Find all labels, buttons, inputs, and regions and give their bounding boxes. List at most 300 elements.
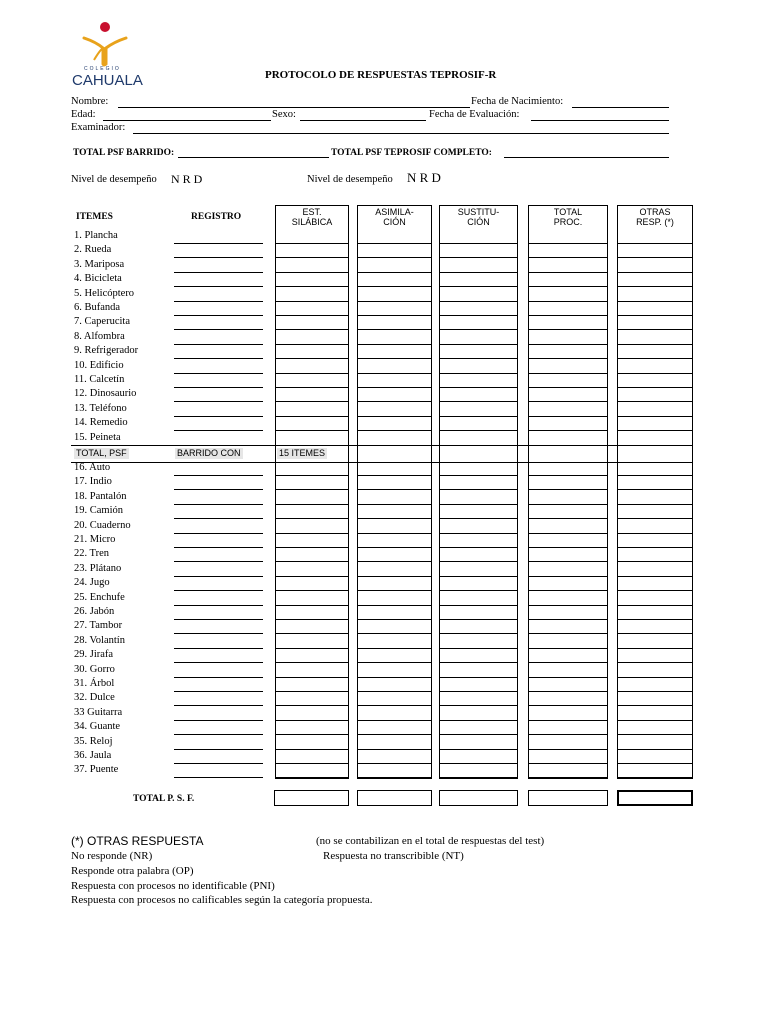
table-cell[interactable] <box>357 286 432 287</box>
item-label: 19. Camión <box>74 505 123 516</box>
table-cell[interactable] <box>528 257 608 258</box>
table-cell[interactable] <box>275 315 349 316</box>
table-cell[interactable] <box>439 504 518 505</box>
table-cell[interactable] <box>439 720 518 721</box>
item-label: 21. Micro <box>74 534 116 545</box>
item-label: 6. Bufanda <box>74 302 121 313</box>
table-cell[interactable] <box>528 358 608 359</box>
total-completo-field[interactable] <box>504 157 669 158</box>
table-cell[interactable] <box>439 489 518 490</box>
table-cell[interactable] <box>617 373 693 374</box>
item-label: 20. Cuaderno <box>74 520 131 531</box>
table-cell[interactable] <box>528 561 608 562</box>
table-cell[interactable] <box>357 329 432 330</box>
table-cell[interactable] <box>617 401 693 402</box>
table-cell[interactable] <box>439 430 518 431</box>
barrido-con: BARRIDO CON <box>177 448 241 458</box>
table-cell[interactable] <box>528 662 608 663</box>
item-label: 30. Gorro <box>74 664 115 675</box>
table-cell[interactable] <box>528 489 608 490</box>
item-label: 14. Remedio <box>74 417 128 428</box>
table-cell[interactable] <box>617 344 693 345</box>
table-cell[interactable] <box>357 533 432 534</box>
table-cell[interactable] <box>528 590 608 591</box>
table-cell[interactable] <box>617 387 693 388</box>
legend-pni: Respuesta con procesos no identificable (PNI) <box>71 880 275 892</box>
table-cell[interactable] <box>357 504 432 505</box>
total-completo-label: TOTAL PSF TEPROSIF COMPLETO: <box>331 148 492 158</box>
registro-field[interactable] <box>174 243 263 244</box>
total-box-total-proc[interactable] <box>528 790 608 806</box>
sexo-field[interactable] <box>300 120 426 121</box>
registro-header: REGISTRO <box>191 212 242 222</box>
table-cell[interactable] <box>528 243 608 244</box>
item-label: 22. Tren <box>74 548 110 559</box>
table-cell[interactable] <box>275 504 349 505</box>
table-cell[interactable] <box>617 590 693 591</box>
table-cell[interactable] <box>357 489 432 490</box>
item-label: 16. Auto <box>74 462 111 473</box>
table-cell[interactable] <box>528 648 608 649</box>
nivel-desempeno-label-1: Nivel de desempeño <box>71 174 157 185</box>
registro-field[interactable] <box>174 344 263 345</box>
table-cell[interactable] <box>617 416 693 417</box>
table-cell[interactable] <box>617 329 693 330</box>
logo-figure-icon <box>70 20 140 68</box>
col-header-est <box>275 207 349 227</box>
registro-field[interactable] <box>174 387 263 388</box>
table-cell[interactable] <box>275 286 349 287</box>
table-cell[interactable] <box>439 344 518 345</box>
table-cell[interactable] <box>617 576 693 577</box>
nombre-field[interactable] <box>118 107 470 108</box>
table-cell[interactable] <box>439 763 518 764</box>
table-cell[interactable] <box>357 677 432 678</box>
table-cell[interactable] <box>357 633 432 634</box>
table-cell[interactable] <box>528 344 608 345</box>
table-cell[interactable] <box>617 315 693 316</box>
total-box-sustitucion[interactable] <box>439 790 518 806</box>
table-cell[interactable] <box>357 576 432 577</box>
registro-field[interactable] <box>174 576 263 577</box>
table-cell[interactable] <box>617 777 693 778</box>
registro-field[interactable] <box>174 662 263 663</box>
table-cell[interactable] <box>528 329 608 330</box>
table-cell[interactable] <box>528 691 608 692</box>
table-cell[interactable] <box>357 749 432 750</box>
table-cell[interactable] <box>357 547 432 548</box>
table-cell[interactable] <box>617 605 693 606</box>
legend-categoria: Respuesta con procesos no calificables según la categoría propuesta. <box>71 894 373 906</box>
table-cell[interactable] <box>528 518 608 519</box>
table-cell[interactable] <box>439 576 518 577</box>
table-cell[interactable] <box>439 358 518 359</box>
table-cell[interactable] <box>528 272 608 273</box>
table-cell[interactable] <box>528 533 608 534</box>
table-cell[interactable] <box>357 358 432 359</box>
item-label: 35. Reloj <box>74 736 113 747</box>
table-cell[interactable] <box>275 777 349 778</box>
table-cell[interactable] <box>357 734 432 735</box>
table-cell[interactable] <box>439 387 518 388</box>
col-header-line2: PROC. <box>553 217 583 227</box>
registro-field[interactable] <box>174 547 263 548</box>
total-barrido-label: TOTAL PSF BARRIDO: <box>73 148 175 158</box>
edad-label: Edad: <box>71 109 96 120</box>
table-cell[interactable] <box>275 344 349 345</box>
table-cell[interactable] <box>357 257 432 258</box>
table-cell[interactable] <box>528 286 608 287</box>
table-cell[interactable] <box>617 358 693 359</box>
table-cell[interactable] <box>275 749 349 750</box>
table-cell[interactable] <box>617 677 693 678</box>
table-cell[interactable] <box>528 430 608 431</box>
table-cell[interactable] <box>528 315 608 316</box>
table-cell[interactable] <box>439 286 518 287</box>
registro-field[interactable] <box>174 315 263 316</box>
registro-field[interactable] <box>174 777 263 778</box>
item-label: 28. Volantín <box>74 635 125 646</box>
table-cell[interactable] <box>357 416 432 417</box>
table-cell[interactable] <box>275 547 349 548</box>
column-otras-resp <box>617 205 693 779</box>
col-header-otras-resp <box>617 207 693 227</box>
table-cell[interactable] <box>439 691 518 692</box>
registro-field[interactable] <box>174 605 263 606</box>
col-header-line2: RESP. (*) <box>636 217 674 227</box>
registro-field[interactable] <box>174 286 263 287</box>
registro-field[interactable] <box>174 561 263 562</box>
table-cell[interactable] <box>617 648 693 649</box>
table-cell[interactable] <box>617 633 693 634</box>
col-header-line1: SUSTITU- <box>457 207 500 217</box>
table-cell[interactable] <box>275 301 349 302</box>
registro-field[interactable] <box>174 329 263 330</box>
item-label: 24. Jugo <box>74 577 110 588</box>
table-cell[interactable] <box>275 691 349 692</box>
table-cell[interactable] <box>275 329 349 330</box>
table-cell[interactable] <box>617 504 693 505</box>
legend-nr: No responde (NR) <box>71 850 153 862</box>
table-cell[interactable] <box>617 662 693 663</box>
table-cell[interactable] <box>528 301 608 302</box>
table-cell[interactable] <box>439 243 518 244</box>
table-cell[interactable] <box>528 401 608 402</box>
registro-field[interactable] <box>174 257 263 258</box>
item-label: 1. Plancha <box>74 230 118 241</box>
table-cell[interactable] <box>439 416 518 417</box>
item-label: 5. Helicóptero <box>74 288 135 299</box>
table-cell[interactable] <box>528 705 608 706</box>
table-cell[interactable] <box>275 705 349 706</box>
barrido-15-itemes: 15 ITEMES <box>279 448 326 458</box>
table-cell[interactable] <box>275 416 349 417</box>
table-cell[interactable] <box>357 605 432 606</box>
item-label: 33 Guitarra <box>74 707 123 718</box>
column-sustitucion <box>439 205 518 779</box>
table-cell[interactable] <box>357 518 432 519</box>
table-cell[interactable] <box>357 387 432 388</box>
logo-small-text: COLEGIO <box>84 66 121 72</box>
registro-field[interactable] <box>174 619 263 620</box>
item-label: 3. Mariposa <box>74 259 125 270</box>
table-cell[interactable] <box>528 619 608 620</box>
table-cell[interactable] <box>357 705 432 706</box>
table-cell[interactable] <box>617 243 693 244</box>
table-cell[interactable] <box>357 344 432 345</box>
table-cell[interactable] <box>439 705 518 706</box>
item-label: 37. Puente <box>74 764 119 775</box>
table-cell[interactable] <box>275 272 349 273</box>
table-cell[interactable] <box>357 301 432 302</box>
table-cell[interactable] <box>528 475 608 476</box>
table-cell[interactable] <box>439 619 518 620</box>
table-cell[interactable] <box>357 315 432 316</box>
table-cell[interactable] <box>357 662 432 663</box>
table-cell[interactable] <box>439 561 518 562</box>
table-cell[interactable] <box>617 749 693 750</box>
item-label: 36. Jaula <box>74 750 112 761</box>
registro-field[interactable] <box>174 373 263 374</box>
item-label: 15. Peineta <box>74 432 121 443</box>
total-box-est[interactable] <box>274 790 349 806</box>
col-header-line1: ASIMILA- <box>375 207 414 217</box>
table-cell[interactable] <box>528 763 608 764</box>
item-label: 17. Indio <box>74 476 112 487</box>
registro-field[interactable] <box>174 590 263 591</box>
table-cell[interactable] <box>528 547 608 548</box>
table-cell[interactable] <box>275 619 349 620</box>
table-cell[interactable] <box>357 763 432 764</box>
table-cell[interactable] <box>357 401 432 402</box>
table-cell[interactable] <box>357 619 432 620</box>
table-cell[interactable] <box>275 518 349 519</box>
registro-field[interactable] <box>174 430 263 431</box>
table-cell[interactable] <box>528 777 608 778</box>
total-barrido-field[interactable] <box>178 157 329 158</box>
table-cell[interactable] <box>528 605 608 606</box>
page-title: PROTOCOLO DE RESPUESTAS TEPROSIF-R <box>265 69 497 81</box>
table-cell[interactable] <box>275 430 349 431</box>
table-cell[interactable] <box>439 662 518 663</box>
item-label: 8. Alfombra <box>74 331 125 342</box>
table-cell[interactable] <box>528 416 608 417</box>
table-cell[interactable] <box>528 677 608 678</box>
table-cell[interactable] <box>617 705 693 706</box>
legend-nt: Respuesta no transcribible (NT) <box>323 850 464 862</box>
table-cell[interactable] <box>617 301 693 302</box>
table-cell[interactable] <box>275 358 349 359</box>
registro-field[interactable] <box>174 416 263 417</box>
col-header-asimilacion <box>357 207 432 227</box>
table-cell[interactable] <box>528 373 608 374</box>
table-cell[interactable] <box>357 720 432 721</box>
registro-field[interactable] <box>174 677 263 678</box>
table-cell[interactable] <box>357 430 432 431</box>
legend-note: (no se contabilizan en el total de respuestas del test) <box>316 835 545 847</box>
table-cell[interactable] <box>439 272 518 273</box>
table-cell[interactable] <box>275 243 349 244</box>
item-label: 34. Guante <box>74 721 121 732</box>
item-label: 9. Refrigerador <box>74 345 139 356</box>
table-cell[interactable] <box>275 763 349 764</box>
registro-field[interactable] <box>174 763 263 764</box>
table-cell[interactable] <box>275 561 349 562</box>
total-box-otras[interactable] <box>617 790 693 806</box>
table-cell[interactable] <box>275 720 349 721</box>
table-cell[interactable] <box>617 533 693 534</box>
registro-field[interactable] <box>174 705 263 706</box>
table-cell[interactable] <box>617 763 693 764</box>
table-cell[interactable] <box>439 677 518 678</box>
registro-field[interactable] <box>174 489 263 490</box>
col-header-line2: CIÓN <box>467 217 490 227</box>
item-label: 13. Teléfono <box>74 403 127 414</box>
item-label: 2. Rueda <box>74 244 112 255</box>
table-cell[interactable] <box>275 387 349 388</box>
nivel-desempeno-label-2: Nivel de desempeño <box>307 174 393 185</box>
table-cell[interactable] <box>275 605 349 606</box>
table-cell[interactable] <box>528 633 608 634</box>
col-header-total-proc <box>528 207 608 227</box>
table-cell[interactable] <box>275 489 349 490</box>
registro-field[interactable] <box>174 358 263 359</box>
table-cell[interactable] <box>617 518 693 519</box>
table-cell[interactable] <box>617 691 693 692</box>
table-cell[interactable] <box>275 633 349 634</box>
fecha-evaluacion-label: Fecha de Evaluación: <box>429 109 520 120</box>
registro-field[interactable] <box>174 734 263 735</box>
table-cell[interactable] <box>617 619 693 620</box>
registro-field[interactable] <box>174 401 263 402</box>
table-cell[interactable] <box>439 533 518 534</box>
registro-field[interactable] <box>174 504 263 505</box>
item-label: 11. Calcetín <box>74 374 125 385</box>
table-cell[interactable] <box>528 387 608 388</box>
table-cell[interactable] <box>439 518 518 519</box>
sexo-label: Sexo: <box>272 109 296 120</box>
table-cell[interactable] <box>275 576 349 577</box>
registro-field[interactable] <box>174 533 263 534</box>
table-cell[interactable] <box>439 475 518 476</box>
logo-name: CAHUALA <box>72 72 143 89</box>
registro-field[interactable] <box>174 691 263 692</box>
col-header-line1: OTRAS <box>639 207 671 217</box>
column-total-proc <box>528 205 608 779</box>
table-cell[interactable] <box>439 373 518 374</box>
table-cell[interactable] <box>439 329 518 330</box>
legend-title: (*) OTRAS RESPUESTA <box>71 834 204 848</box>
table-cell[interactable] <box>439 547 518 548</box>
table-cell[interactable] <box>439 633 518 634</box>
table-cell[interactable] <box>275 677 349 678</box>
total-psf-label: TOTAL P. S. F. <box>133 794 195 804</box>
registro-field[interactable] <box>174 518 263 519</box>
item-label: 29. Jirafa <box>74 649 114 660</box>
table-cell[interactable] <box>439 605 518 606</box>
table-cell[interactable] <box>617 489 693 490</box>
item-label: 18. Pantalón <box>74 491 127 502</box>
table-cell[interactable] <box>357 561 432 562</box>
table-cell[interactable] <box>617 561 693 562</box>
table-cell[interactable] <box>357 590 432 591</box>
table-cell[interactable] <box>617 547 693 548</box>
table-cell[interactable] <box>528 734 608 735</box>
table-cell[interactable] <box>275 533 349 534</box>
item-label: 7. Caperucita <box>74 316 130 327</box>
table-cell[interactable] <box>275 734 349 735</box>
table-cell[interactable] <box>275 475 349 476</box>
registro-field[interactable] <box>174 720 263 721</box>
table-cell[interactable] <box>275 373 349 374</box>
item-label: 12. Dinosaurio <box>74 388 137 399</box>
table-cell[interactable] <box>528 749 608 750</box>
table-cell[interactable] <box>357 777 432 778</box>
table-cell[interactable] <box>439 257 518 258</box>
total-box-asimilacion[interactable] <box>357 790 432 806</box>
table-cell[interactable] <box>439 590 518 591</box>
table-cell[interactable] <box>439 315 518 316</box>
nivel-desempeno-values-1[interactable]: N R D <box>171 172 203 186</box>
table-cell[interactable] <box>439 734 518 735</box>
table-cell[interactable] <box>528 504 608 505</box>
table-cell[interactable] <box>357 272 432 273</box>
table-cell[interactable] <box>617 430 693 431</box>
fecha-nacimiento-field[interactable] <box>572 107 669 108</box>
col-header-line1: EST. <box>302 207 322 217</box>
table-cell[interactable] <box>357 243 432 244</box>
table-cell[interactable] <box>275 590 349 591</box>
column-asimilacion <box>357 205 432 779</box>
table-cell[interactable] <box>439 301 518 302</box>
table-cell[interactable] <box>528 720 608 721</box>
table-cell[interactable] <box>617 286 693 287</box>
table-cell[interactable] <box>617 720 693 721</box>
registro-field[interactable] <box>174 749 263 750</box>
table-cell[interactable] <box>275 257 349 258</box>
table-cell[interactable] <box>528 576 608 577</box>
table-cell[interactable] <box>617 475 693 476</box>
table-cell[interactable] <box>275 662 349 663</box>
item-label: 4. Bicicleta <box>74 273 122 284</box>
registro-field[interactable] <box>174 272 263 273</box>
table-cell[interactable] <box>275 401 349 402</box>
nivel-desempeno-values-2[interactable]: N R D <box>407 170 441 185</box>
fecha-evaluacion-field[interactable] <box>531 120 669 121</box>
registro-field[interactable] <box>174 648 263 649</box>
registro-field[interactable] <box>174 633 263 634</box>
table-cell[interactable] <box>357 373 432 374</box>
table-cell[interactable] <box>617 257 693 258</box>
table-cell[interactable] <box>439 648 518 649</box>
registro-field[interactable] <box>174 301 263 302</box>
table-cell[interactable] <box>357 691 432 692</box>
fecha-nacimiento-label: Fecha de Nacimiento: <box>471 96 564 107</box>
table-cell[interactable] <box>357 475 432 476</box>
examinador-field[interactable] <box>133 133 669 134</box>
edad-field[interactable] <box>103 120 271 121</box>
table-cell[interactable] <box>357 648 432 649</box>
nombre-label: Nombre: <box>71 96 109 107</box>
table-cell[interactable] <box>275 648 349 649</box>
table-cell[interactable] <box>439 749 518 750</box>
table-cell[interactable] <box>439 777 518 778</box>
table-cell[interactable] <box>439 401 518 402</box>
registro-field[interactable] <box>174 475 263 476</box>
table-cell[interactable] <box>617 272 693 273</box>
table-cell[interactable] <box>617 734 693 735</box>
col-header-line2: SILÁBICA <box>291 217 333 227</box>
